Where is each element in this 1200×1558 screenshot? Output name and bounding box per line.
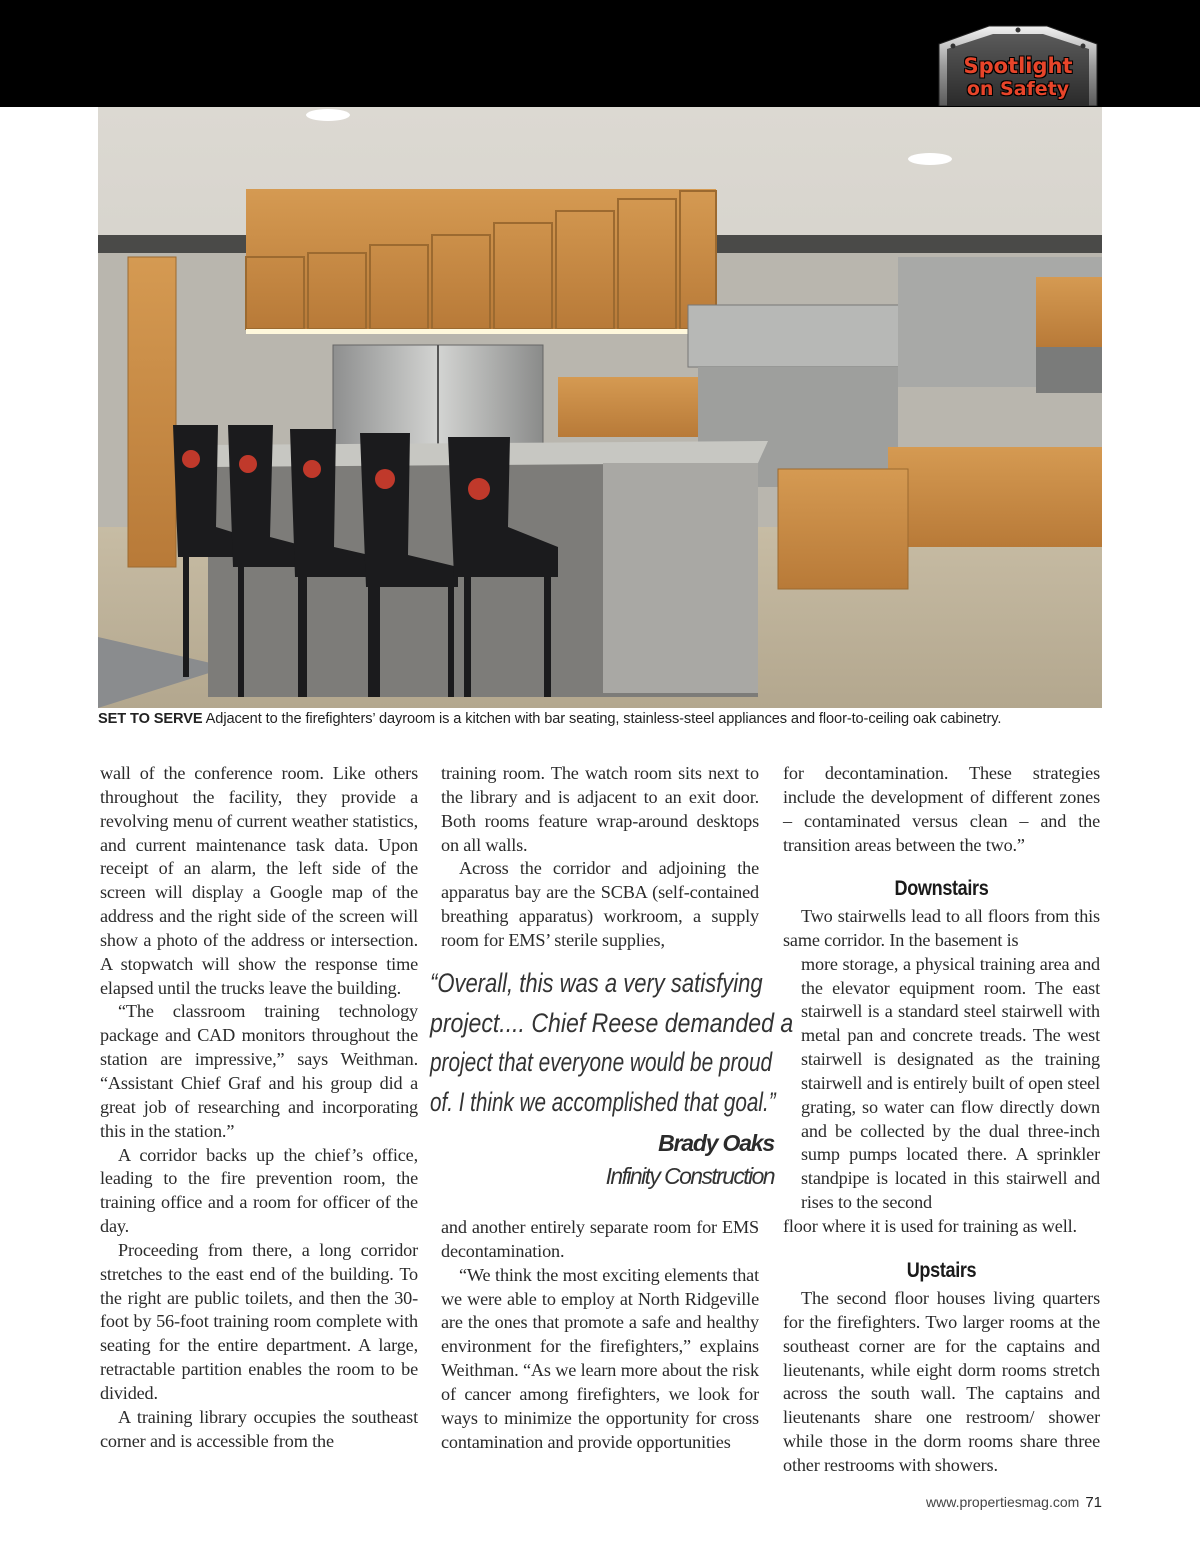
paragraph: A corridor backs up the chief’s office, leading to the fire prevention room, the training office and a room for officer of the day. bbox=[100, 1144, 418, 1237]
indented-text-block bbox=[801, 953, 1100, 1215]
column-3-bottom bbox=[783, 1287, 1100, 1478]
paragraph: “We think the most exciting elements that we were able to employ at North Ridgeville are the ones that promote a safe and healthy environment for the firefighters,” explains Weithman. “As we learn more about the risk of cancer among firefighters, we look for ways to minimize the opportunity for cross contamination and provide opportunities bbox=[441, 1264, 759, 1452]
paragraph: Across the corridor and adjoining the apparatus bay are the SCBA (self-contained breathing apparatus) workroom, a supply room for EMS’ sterile supplies, bbox=[441, 858, 759, 950]
caption-label: SET TO SERVE bbox=[98, 711, 203, 727]
paragraph: for decontamination. These strategies include the development of different zones – contaminated versus clean – and the transition areas between the two.” bbox=[783, 763, 1100, 855]
column-2-bottom bbox=[441, 1216, 759, 1454]
pull-quote-line: “Overall, this was a very satisfying bbox=[430, 968, 763, 998]
page-footer bbox=[840, 1494, 1102, 1511]
photo-caption bbox=[98, 711, 1108, 727]
column-3-top bbox=[783, 762, 1100, 857]
paragraph: “The classroom training technology package and CAD monitors throughout the station are impressive,” says Weithman. “Assistant Chief Graf and his group did a great job of researching and incorporating this in the station.” bbox=[100, 1001, 418, 1141]
column-3-middle bbox=[783, 905, 1100, 1239]
section-heading-downstairs: Downstairs bbox=[894, 877, 989, 900]
quote-attribution-org: Infinity Construction bbox=[605, 1163, 774, 1189]
section-heading-upstairs: Upstairs bbox=[906, 1259, 977, 1282]
kitchen-photo-icon bbox=[98, 107, 1102, 708]
pull-quote bbox=[430, 964, 794, 1123]
caption-text: Adjacent to the firefighters’ dayroom is a kitchen with bar seating, stainless-steel appliances and floor-to-ceiling oak cabinetry. bbox=[202, 711, 1002, 727]
paragraph: and another entirely separate room for EMS decontamination. bbox=[441, 1217, 759, 1261]
badge-subtitle: on Safety bbox=[966, 78, 1070, 100]
paragraph: more storage, a physical training area and the elevator equipment room. The east stairwell is a standard steel stairwell with metal pan and concrete treads. The west stairwell is designated as the training stairwell and is entirely built of open steel grating, so water can flow directly down and be collected by the dual three-inch sump pumps located there. A sprinkler standpipe is located in this stairwell and rises to the second bbox=[801, 953, 1100, 1213]
paragraph: A training library occupies the southeast corner and is accessible from the bbox=[100, 1406, 418, 1451]
spotlight-on-safety-badge bbox=[933, 22, 1103, 106]
paragraph: The second floor houses living quarters for the firefighters. Two larger rooms at the southeast corner are for the captains and lieutenants, while eight dorm rooms stretch across the south wall. The captains and lieutenants share one restroom/ shower while those in the dorm rooms share three other restrooms with showers. bbox=[783, 1288, 1100, 1475]
column-2-top bbox=[441, 762, 759, 953]
pull-quote-line: project.... Chief Reese demanded a bbox=[430, 1007, 794, 1038]
paragraph: wall of the conference room. Like others throughout the facility, they provide a revolving menu of current weather statistics, and current maintenance task data. Upon receipt of an alarm, the left side of the screen will display a Google map of the address and the right side of the screen will show a photo of the address or intersection. A stopwatch will show the response time elapsed until the trucks leave the building. bbox=[100, 763, 418, 998]
paragraph: floor where it is used for training as well. bbox=[783, 1215, 1077, 1236]
paragraph: Proceeding from there, a long corridor stretches to the east end of the building. To the right are public toilets, and then the 30-foot by 56-foot training room complete with seating for the entire department. A large, retractable partition enables the room to be divided. bbox=[100, 1239, 418, 1403]
quote-attribution-name: Brady Oaks bbox=[658, 1130, 774, 1156]
kitchen-photo bbox=[98, 107, 1102, 708]
column-1 bbox=[100, 762, 418, 1453]
badge-title: Spotlight bbox=[963, 54, 1073, 78]
pull-quote-line: of. I think we accomplished that goal.” bbox=[430, 1087, 776, 1118]
page-number: 71 bbox=[1085, 1494, 1102, 1511]
footer-url: www.propertiesmag.com bbox=[926, 1494, 1080, 1510]
pull-quote-line: project that everyone would be proud bbox=[430, 1047, 773, 1078]
paragraph: Two stairwells lead to all floors from this same corridor. In the basement is bbox=[783, 906, 1100, 950]
paragraph: training room. The watch room sits next to the library and is adjacent to an exit door. Both rooms feature wrap-around desktops on all walls. bbox=[441, 763, 759, 855]
